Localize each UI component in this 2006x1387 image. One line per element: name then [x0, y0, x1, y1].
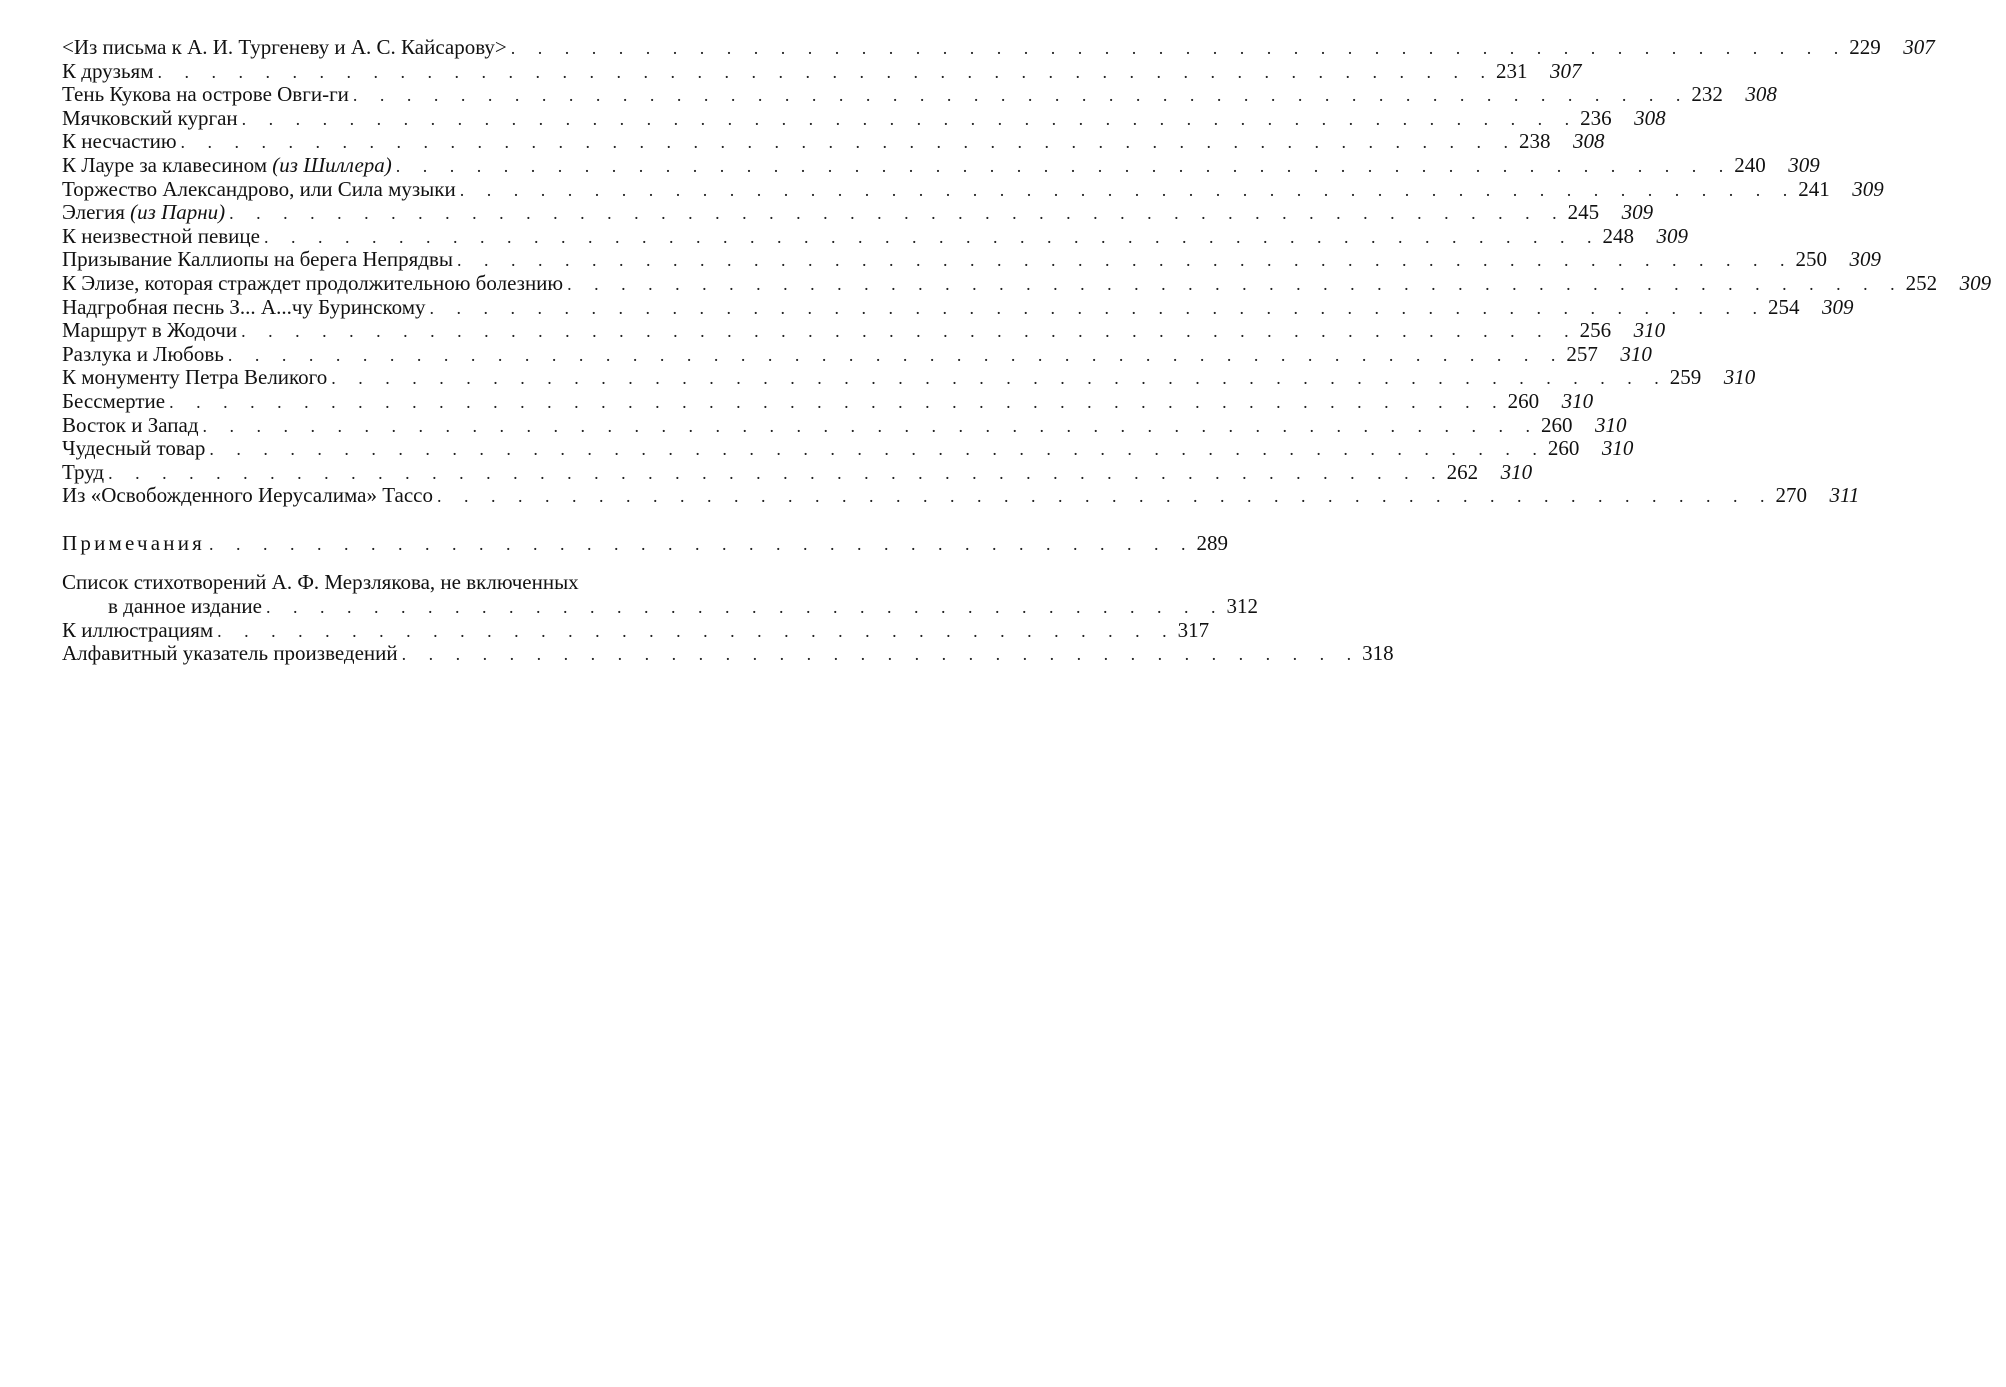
- entry-title-italic-source: (из Шиллера): [272, 152, 392, 177]
- entry-title-text: Разлука и Любовь: [62, 341, 224, 366]
- entry-title: [62, 461, 108, 485]
- entry-title-text: К Элизе, которая страждет продолжительною болезнию: [62, 270, 564, 295]
- toc-entry[interactable]: [62, 270, 1992, 296]
- toc-entry[interactable]: [62, 436, 1634, 461]
- toc-entry-excluded-list-line2[interactable]: [62, 594, 1258, 619]
- entry-page-number: 241: [1798, 176, 1830, 201]
- leader-dots: . . . . . . . . . . . . . . . . . . . . . . . . . . . . . . . . . . . . . . . . . . . . . . . . . .: [227, 344, 1565, 365]
- leader-dots: . . . . . . . . . . . . . . . . . . . . . . . . . . . . . . . . . . . . . . . . . . . . . . . . . .: [459, 179, 1797, 200]
- entry-title: Список стихотворений А. Ф. Мерзлякова, не включенных: [62, 570, 579, 595]
- entry-note-number: 309: [1852, 176, 1884, 201]
- entry-note-number: 310: [1500, 459, 1533, 484]
- toc-entry[interactable]: [62, 341, 1652, 367]
- entry-title: Алфавитный указатель произведений: [62, 641, 398, 666]
- entry-title: [62, 225, 264, 249]
- entry-page-number: 256: [1579, 318, 1612, 343]
- entry-page-number: 240: [1734, 152, 1766, 177]
- entry-title: [62, 272, 567, 296]
- entry-title: [62, 437, 209, 461]
- entry-note-number: 308: [1745, 82, 1777, 107]
- entry-page-number: 236: [1580, 105, 1612, 130]
- leader-dots: . . . . . . . . . . . . . . . . . . . . . . . . . . . . . . . . . . . . . . . . . . . . . . . . . .: [229, 203, 1566, 224]
- entry-note-number: 309: [1621, 200, 1654, 225]
- entry-title-text: Надгробная песнь З... А...чу Буринскому: [62, 294, 426, 319]
- entry-title-text: Восток и Запад: [62, 412, 199, 437]
- entry-note-number: 307: [1903, 35, 1935, 59]
- entry-title: Примечания: [62, 530, 206, 555]
- entry-note-number: 308: [1634, 105, 1666, 130]
- entry-note-number: 310: [1561, 388, 1594, 413]
- leader-dots: . . . . . . . . . . . . . . . . . . . . . . . . . . . . . . . . . . . . . . . . . . . . . . . . . .: [202, 415, 1539, 436]
- entry-title-text: К несчастию: [62, 129, 177, 154]
- entry-note-number: 310: [1723, 365, 1756, 390]
- toc-entry[interactable]: [62, 388, 1594, 414]
- entry-note-number: 308: [1573, 129, 1605, 154]
- entry-title-text: К друзьям: [62, 58, 154, 83]
- entry-note-number: 309: [1849, 247, 1881, 272]
- entry-note-number: 309: [1959, 270, 1992, 295]
- toc-entry-index[interactable]: [62, 641, 1394, 666]
- entry-title-text: Призывание Каллиопы на берега Непрядвы: [62, 247, 453, 272]
- entry-page-number: 260: [1507, 388, 1540, 413]
- entry-title: [62, 154, 396, 178]
- toc-entry[interactable]: [62, 35, 1935, 60]
- entry-title: [62, 319, 241, 343]
- entry-title-text: К Лауре за клавесином: [62, 152, 273, 177]
- entry-title-italic-source: (из Парни): [130, 200, 226, 225]
- spacer: [62, 508, 852, 532]
- entry-title: [62, 414, 203, 438]
- toc-entry-notes[interactable]: [62, 530, 1229, 556]
- leader-dots: . . . . . . . . . . . . . . . . . . . . . . . . . . . . . . . . . . . . . . . . . . . . . . . . . .: [241, 108, 1579, 129]
- entry-page-number: 229: [1849, 35, 1881, 59]
- entry-note-number: 310: [1620, 341, 1652, 366]
- entry-title-text: <Из письма к А. И. Тургеневу и А. С. Кайсарову>: [62, 35, 507, 59]
- leader-dots: . . . . . . . . . . . . . . . . . . . . . . . . . . . . . . . . . . . . . . . . . . . . . . . . . .: [263, 226, 1601, 247]
- toc-entry[interactable]: [62, 459, 1533, 485]
- entry-page-number: 262: [1446, 459, 1479, 484]
- entry-title: [62, 366, 331, 390]
- entry-note-number: 310: [1633, 318, 1666, 343]
- entry-title: [62, 178, 460, 202]
- leader-dots: . . . . . . . . . . . . . . . . . . . . . . . . . . . . . . . . . . . . . . . . . . . . . . . . . .: [429, 297, 1767, 318]
- leader-dots: . . . . . . . . . . . . . . . . . . . . . . . . . . . . . . . . . . . . . . . . . . . . . . . . . .: [436, 486, 1774, 507]
- entry-page-number: 254: [1768, 294, 1800, 319]
- entry-page-number: 317: [1177, 617, 1210, 642]
- leader-dots: . . . . . . . . . . . . . . . . . . . . . . . . . . . . . . . . . . . . . . . . . . . . . . . . . .: [209, 439, 1546, 460]
- toc-entry[interactable]: [62, 294, 1854, 320]
- leader-dots: . . . . . . . . . . . . . . . . . . . . . . . . . . . . . . . . . . . . . . . . . . . . . . . . . .: [157, 61, 1494, 82]
- leader-dots: . . . . . . . . . . . . . . . . . . . . . . . . . . . . . . . . . . . . . . . . . . . . . . . . . .: [352, 85, 1690, 106]
- toc-entry-illustrations[interactable]: [62, 617, 1210, 643]
- entry-page-number: 231: [1496, 58, 1528, 83]
- entry-note-number: 307: [1550, 58, 1582, 83]
- leader-dots: . . . . . . . . . . . . . . . . . . . . . . . . . . . . . . . . . . . . .: [209, 533, 1195, 554]
- entry-title-text: Труд: [62, 459, 105, 484]
- toc-entry[interactable]: [62, 365, 1756, 390]
- entry-page-number: 245: [1567, 200, 1600, 225]
- entry-title: [62, 296, 430, 320]
- table-of-contents: [62, 35, 1992, 666]
- entry-page-number: 238: [1519, 129, 1551, 154]
- entry-title: [62, 130, 181, 154]
- entry-note-number: 311: [1829, 483, 1860, 508]
- toc-entry[interactable]: [62, 152, 1820, 178]
- entry-page-number: 312: [1226, 594, 1258, 619]
- entry-title-text: К неизвестной певице: [62, 223, 260, 248]
- leader-dots: . . . . . . . . . . . . . . . . . . . . . . . . . . . . . . . . . . . . . . . . . . . . . . . . . .: [169, 391, 1506, 412]
- entry-title-text: Из «Освобожденного Иерусалима» Тассо: [62, 483, 433, 508]
- entry-title-text: Элегия: [62, 200, 131, 225]
- toc-entry[interactable]: [62, 58, 1582, 84]
- entry-title: [62, 248, 457, 272]
- entry-title-text: Торжество Александрово, или Сила музыки: [62, 176, 456, 201]
- entry-title: [62, 343, 228, 367]
- toc-entry[interactable]: [62, 412, 1627, 438]
- toc-entry[interactable]: [62, 82, 1777, 107]
- leader-dots: . . . . . . . . . . . . . . . . . . . . . . . . . . . . . . . . . . . . . . . . . . . . . . . . . .: [456, 250, 1794, 271]
- leader-dots: . . . . . . . . . . . . . . . . . . . . . . . . . . . . . . . . . . . .: [401, 644, 1361, 665]
- entry-page-number: 232: [1691, 82, 1723, 107]
- toc-entry[interactable]: [62, 223, 1688, 249]
- entry-page-number: 259: [1669, 365, 1702, 390]
- leader-dots: . . . . . . . . . . . . . . . . . . . . . . . . . . . . . . . . . . . . . . . . . . . . . . . . . .: [567, 273, 1904, 294]
- entry-page-number: 248: [1602, 223, 1634, 248]
- entry-title: [62, 201, 229, 225]
- entry-note-number: 309: [1822, 294, 1854, 319]
- entry-page-number: 260: [1547, 436, 1580, 461]
- entry-note-number: 310: [1595, 412, 1627, 437]
- toc-entry[interactable]: [62, 176, 1884, 202]
- leader-dots: . . . . . . . . . . . . . . . . . . . . . . . . . . . . . . . . . . . . . . . . . . . . . . . . . .: [331, 368, 1668, 389]
- leader-dots: . . . . . . . . . . . . . . . . . . . . . . . . . . . . . . . . . . . . . . . . . . . . . . . . . .: [510, 38, 1848, 58]
- entry-title-text: Бессмертие: [62, 388, 166, 413]
- toc-entry[interactable]: [62, 247, 1881, 272]
- spacer: [62, 555, 852, 571]
- entry-title: в данное издание: [108, 594, 262, 619]
- leader-dots: . . . . . . . . . . . . . . . . . . . . . . . . . . . . . . . . . . . .: [265, 597, 1225, 618]
- entry-note-number: 309: [1788, 152, 1820, 177]
- entry-page-number: 250: [1795, 247, 1827, 272]
- entry-page-number: 260: [1541, 412, 1573, 437]
- entry-note-number: 309: [1656, 223, 1688, 248]
- toc-entries: [62, 35, 1992, 508]
- entry-title: [62, 36, 511, 60]
- entry-page-number: 252: [1905, 270, 1938, 295]
- leader-dots: . . . . . . . . . . . . . . . . . . . . . . . . . . . . . . . . . . . . . . . . . . . . . . . . . .: [395, 155, 1733, 176]
- toc-entry[interactable]: [62, 200, 1654, 225]
- toc-entry-excluded-list-line1[interactable]: [62, 571, 852, 595]
- entry-title: К иллюстрациям: [62, 617, 214, 642]
- entry-title: [62, 484, 437, 508]
- entry-title-text: Тень Кукова на острове Овги-ги: [62, 82, 349, 107]
- entry-title-text: К монументу Петра Великого: [62, 365, 328, 390]
- leader-dots: . . . . . . . . . . . . . . . . . . . . . . . . . . . . . . . . . . . .: [217, 620, 1176, 641]
- entry-title-text: Мячковский курган: [62, 105, 238, 130]
- entry-title: [62, 390, 169, 414]
- toc-entry[interactable]: [62, 105, 1666, 131]
- entry-page-number: 318: [1362, 641, 1394, 666]
- entry-page-number: 270: [1775, 483, 1807, 508]
- leader-dots: . . . . . . . . . . . . . . . . . . . . . . . . . . . . . . . . . . . . . . . . . . . . . . . . . .: [241, 321, 1578, 342]
- entry-title: [62, 83, 353, 107]
- entry-title-text: Маршрут в Жодочи: [62, 318, 238, 343]
- toc-entry[interactable]: [62, 483, 1860, 508]
- toc-entry[interactable]: [62, 129, 1605, 154]
- entry-title: [62, 60, 158, 84]
- leader-dots: . . . . . . . . . . . . . . . . . . . . . . . . . . . . . . . . . . . . . . . . . . . . . . . . . .: [180, 132, 1518, 153]
- entry-page-number: 257: [1566, 341, 1598, 366]
- entry-page-number: 289: [1196, 530, 1229, 555]
- leader-dots: . . . . . . . . . . . . . . . . . . . . . . . . . . . . . . . . . . . . . . . . . . . . . . . . . .: [108, 462, 1445, 483]
- entry-title: [62, 107, 242, 131]
- entry-title-text: Чудесный товар: [62, 436, 206, 461]
- entry-note-number: 310: [1601, 436, 1634, 461]
- toc-entry[interactable]: [62, 318, 1666, 343]
